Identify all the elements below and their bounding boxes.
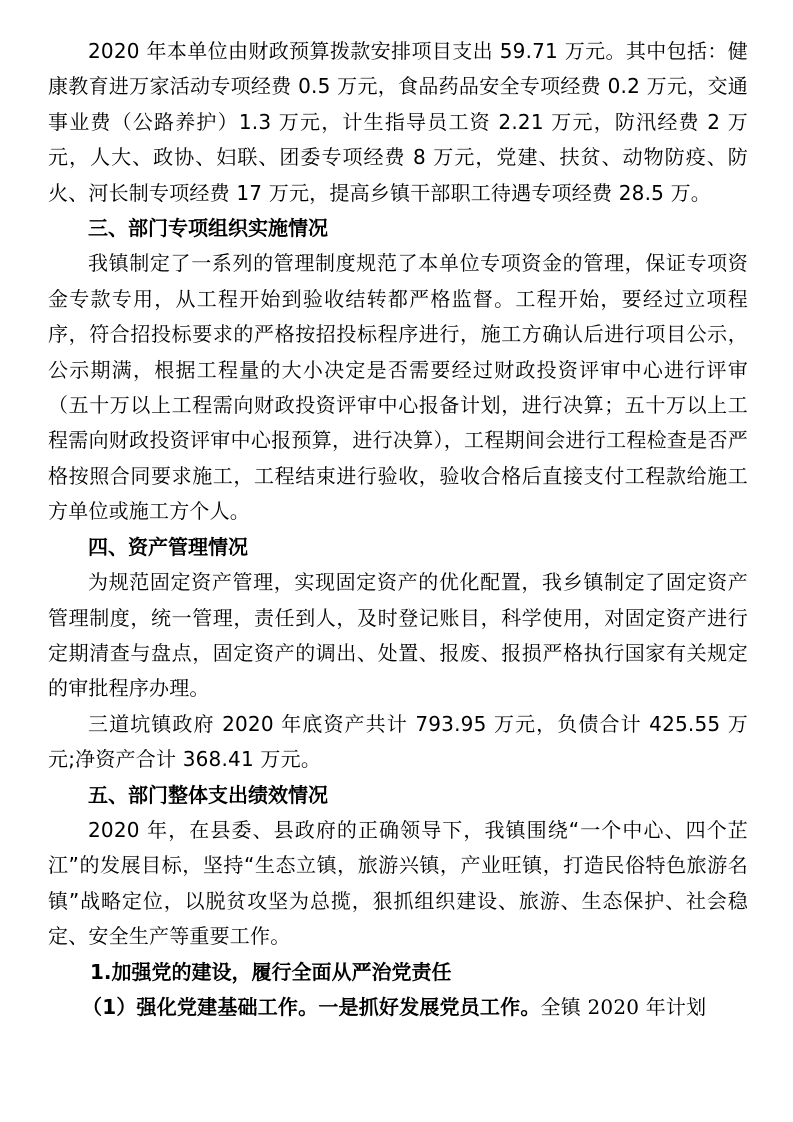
- heading-overall-performance: 五、部门整体支出绩效情况: [88, 782, 328, 807]
- heading-special-project-implementation: 三、部门专项组织实施情况: [88, 216, 328, 241]
- document-body: [48, 34, 748, 1025]
- paragraph-special-fund-management: 我镇制定了一系列的管理制度规范了本单位专项资金的管理，保证专项资金专款专用，从工程开始到验收结转都严格监督。工程开始，要经过立项程序，符合招投标要求的严格按招投标程序进行，施工方确认后进行项目公示，公示期满，根据工程量的大小决定是否需要经过财政投资评审中心进行评审（五十万以上工程需向财政投资评审中心报备计划，进行决算；五十万以上工程需向财政投资评审中心报预算，进行决算），工程期间会进行工程检查是否严格按照合同要求施工，工程结束进行验收，验收合格后直接支付工程款给施工方单位或施工方个人。: [48, 251, 748, 524]
- paragraph-party-foundation-text: 全镇 2020 年计划: [540, 994, 707, 1019]
- paragraph-party-foundation: [48, 990, 748, 1025]
- paragraph-party-foundation-lead: （1）强化党建基础工作。一是抓好发展党员工作。: [82, 994, 541, 1019]
- heading-asset-management: 四、资产管理情况: [88, 534, 248, 559]
- heading-party-building: 1.加强党的建设，履行全面从严治党责任: [90, 959, 452, 984]
- paragraph-development-goals: 2020 年，在县委、县政府的正确领导下，我镇围绕“一个中心、四个芷江”的发展目标，坚持“生态立镇，旅游兴镇，产业旺镇，打造民俗特色旅游名镇”战略定位，以脱贫攻坚为总揽，狠抓组织建设、旅游、生态保护、社会稳定、安全生产等重要工作。: [48, 817, 748, 949]
- paragraph-asset-totals: 三道坑镇政府 2020 年底资产共计 793.95 万元，负债合计 425.55 万元;净资产合计 368.41 万元。: [48, 711, 748, 772]
- paragraph-fixed-asset-rules: 为规范固定资产管理，实现固定资产的优化配置，我乡镇制定了固定资产管理制度，统一管理，责任到人，及时登记账目，科学使用，对固定资产进行定期清查与盘点，固定资产的调出、处置、报废、报损严格执行国家有关规定的审批程序办理。: [48, 570, 748, 701]
- paragraph-project-expenditure: 2020 年本单位由财政预算拨款安排项目支出 59.71 万元。其中包括：健康教育进万家活动专项经费 0.5 万元，食品药品安全专项经费 0.2 万元，交通事业费（公路养护）1.3 万元，计生指导员工资 2.21 万元，防汛经费 2 万元，人大、政协、妇联、团委专项经费 8 万元，党建、扶贫、动物防疫、防火、河长制专项经费 17 万元，提高乡镇干部职工待遇专项经费 28.5 万。: [48, 39, 748, 205]
